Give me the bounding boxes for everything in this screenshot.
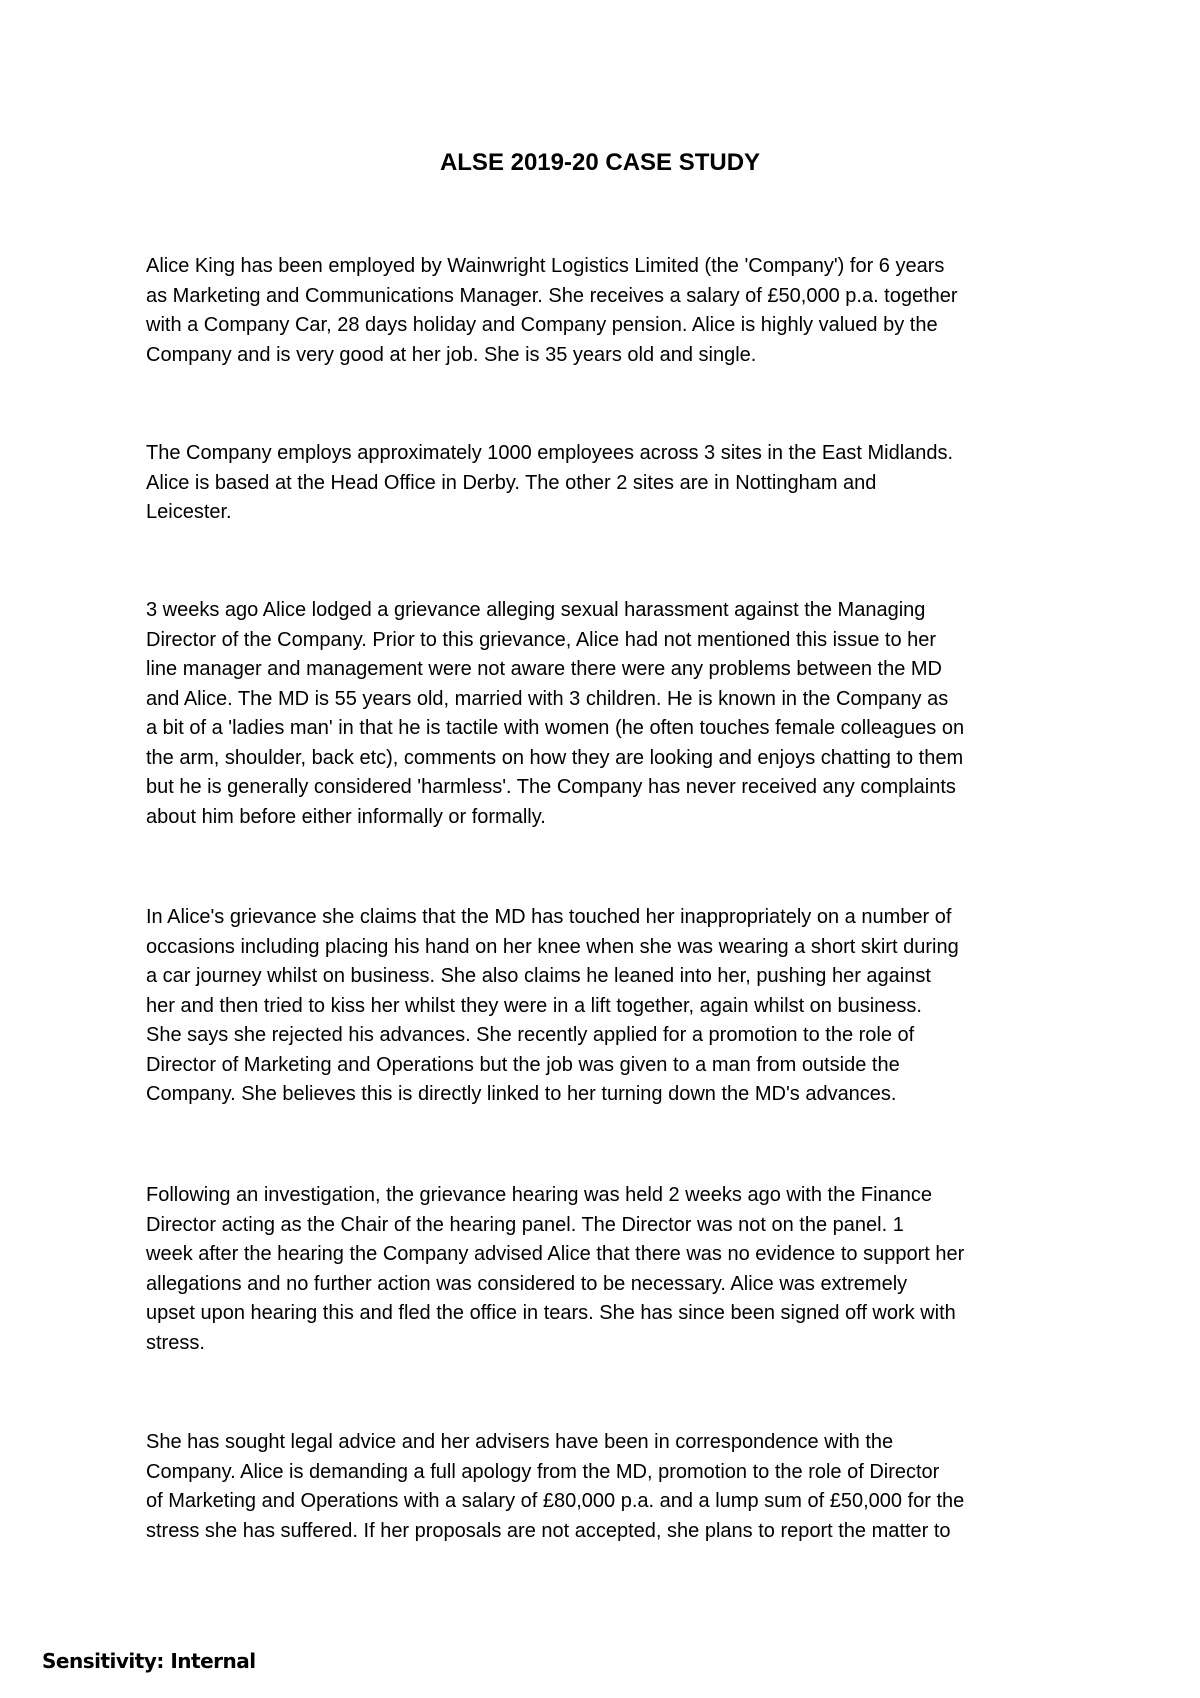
paragraph-line: Following an investigation, the grievance hearing was held 2 weeks ago with the Finance	[146, 1184, 933, 1206]
paragraph-line: upset upon hearing this and fled the office in tears. She has since been signed off work with	[146, 1302, 956, 1324]
paragraph-grievance	[146, 596, 1066, 832]
paragraph-line: Company. She believes this is directly linked to her turning down the MD's advances.	[146, 1083, 897, 1105]
paragraph-line: and Alice. The MD is 55 years old, married with 3 children. He is known in the Company as	[146, 687, 949, 710]
paragraph-line: She has sought legal advice and her advisers have been in correspondence with the	[146, 1431, 894, 1453]
paragraph-line: a car journey whilst on business. She also claims he leaned into her, pushing her against	[146, 965, 931, 987]
paragraph-investigation	[146, 1181, 1066, 1358]
paragraph-line: Director of the Company. Prior to this grievance, Alice had not mentioned this issue to her	[146, 628, 937, 651]
paragraph-line: Alice is based at the Head Office in Derby. The other 2 sites are in Nottingham and	[146, 471, 877, 494]
paragraph-line: Director of Marketing and Operations but the job was given to a man from outside the	[146, 1053, 900, 1076]
paragraph-line: as Marketing and Communications Manager. She receives a salary of £50,000 p.a. together	[146, 284, 958, 307]
paragraph-line: Company and is very good at her job. She is 35 years old and single.	[146, 343, 757, 366]
paragraph-legal-advice	[146, 1428, 1066, 1546]
paragraph-line: week after the hearing the Company advised Alice that there was no evidence to support her	[146, 1243, 965, 1265]
sensitivity-label: Sensitivity: Internal	[42, 1649, 256, 1673]
paragraph-employment	[146, 252, 1066, 370]
paragraph-line: a bit of a 'ladies man' in that he is tactile with women (he often touches female colleagues on	[146, 717, 965, 739]
paragraph-line: The Company employs approximately 1000 employees across 3 sites in the East Midlands.	[146, 442, 954, 464]
paragraph-line: allegations and no further action was considered to be necessary. Alice was extremely	[146, 1272, 908, 1295]
paragraph-line: but he is generally considered 'harmless'. The Company has never received any complaints	[146, 776, 956, 798]
paragraph-line: the arm, shoulder, back etc), comments on how they are looking and enjoys chatting to them	[146, 746, 964, 769]
paragraph-claims	[146, 903, 1066, 1110]
paragraph-line: of Marketing and Operations with a salary of £80,000 p.a. and a lump sum of £50,000 for the	[146, 1490, 965, 1512]
paragraph-line: Leicester.	[146, 501, 232, 523]
paragraph-line: Company. Alice is demanding a full apology from the MD, promotion to the role of Director	[146, 1460, 940, 1483]
paragraph-line: stress.	[146, 1331, 205, 1354]
paragraph-line: stress she has suffered. If her proposals are not accepted, she plans to report the matter to	[146, 1519, 951, 1542]
paragraph-line: with a Company Car, 28 days holiday and Company pension. Alice is highly valued by the	[146, 314, 938, 336]
paragraph-line: 3 weeks ago Alice lodged a grievance alleging sexual harassment against the Managing	[146, 599, 926, 621]
paragraph-line: In Alice's grievance she claims that the MD has touched her inappropriately on a number of	[146, 906, 952, 928]
paragraph-line: Alice King has been employed by Wainwright Logistics Limited (the 'Company') for 6 years	[146, 255, 945, 277]
paragraph-line: She says she rejected his advances. She recently applied for a promotion to the role of	[146, 1024, 915, 1046]
paragraph-line: occasions including placing his hand on her knee when she was wearing a short skirt during	[146, 935, 959, 958]
paragraph-line: her and then tried to kiss her whilst they were in a lift together, again whilst on business.	[146, 994, 922, 1017]
paragraph-line: line manager and management were not aware there were any problems between the MD	[146, 658, 942, 680]
paragraph-line: about him before either informally or formally.	[146, 805, 546, 828]
paragraph-line: Director acting as the Chair of the hearing panel. The Director was not on the panel. 1	[146, 1213, 904, 1236]
document-title: ALSE 2019-20 CASE STUDY	[439, 149, 761, 176]
paragraph-company	[146, 439, 1066, 528]
